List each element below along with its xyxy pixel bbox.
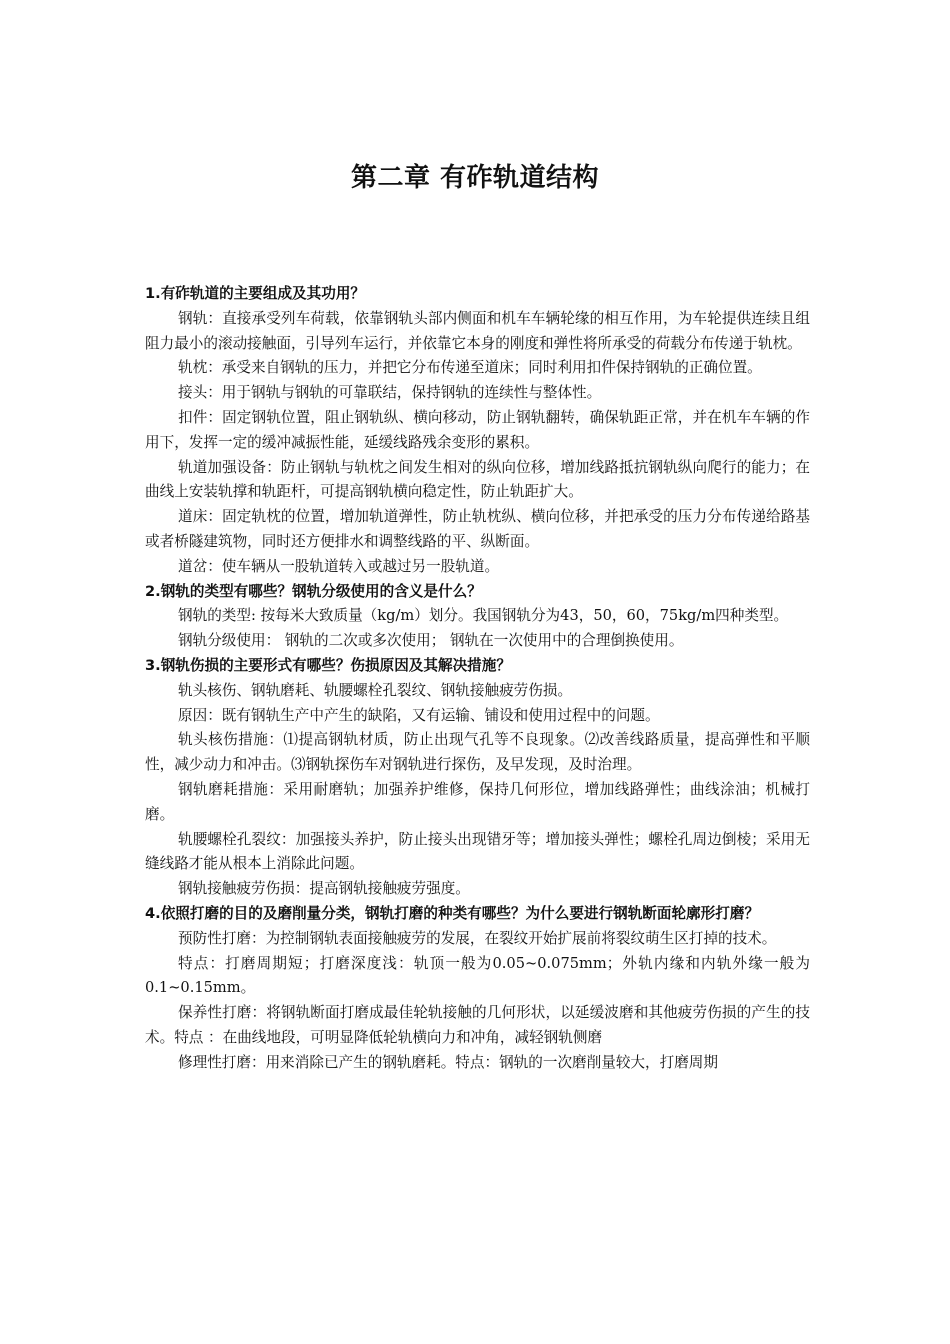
paragraph: 预防性打磨：为控制钢轨表面接触疲劳的发展，在裂纹开始扩展前将裂纹萌生区打掉的技术。 bbox=[178, 929, 777, 947]
question-heading: 4.依照打磨的目的及磨削量分类，钢轨打磨的种类有哪些？为什么要进行钢轨断面轮廓形打磨？ bbox=[145, 904, 760, 922]
paragraph: 钢轨接触疲劳伤损：提高钢轨接触疲劳强度。 bbox=[178, 880, 470, 898]
paragraph: 钢轨磨耗措施：采用耐磨轨；加强养护维修，保持几何形位，增加线路弹性；曲线涂油；机械打磨。 bbox=[145, 780, 810, 823]
paragraph: 道岔：使车辆从一股轨道转入或越过另一股轨道。 bbox=[178, 557, 500, 575]
paragraph: 轨头核伤措施：⑴提高钢轨材质，防止出现气孔等不良现象。⑵改善线路质量，提高弹性和平顺性，减少动力和冲击。⑶钢轨探伤车对钢轨进行探伤，及早发现，及时治理。 bbox=[145, 731, 810, 774]
paragraph: 轨头核伤、钢轨磨耗、轨腰螺栓孔裂纹、钢轨接触疲劳伤损。 bbox=[178, 681, 573, 699]
paragraph: 修理性打磨：用来消除已产生的钢轨磨耗。特点：钢轨的一次磨削量较大，打磨周期 bbox=[178, 1053, 718, 1071]
question-heading: 2.钢轨的类型有哪些？钢轨分级使用的含义是什么？ bbox=[145, 582, 482, 600]
paragraph: 原因：既有钢轨生产中产生的缺陷，又有运输、铺设和使用过程中的问题。 bbox=[178, 706, 660, 724]
paragraph: 轨腰螺栓孔裂纹：加强接头养护，防止接头出现错牙等；增加接头弹性；螺栓孔周边倒棱；采用无缝线路才能从根本上消除此问题。 bbox=[145, 830, 810, 873]
paragraph: 钢轨：直接承受列车荷载，依靠钢轨头部内侧面和机车车辆轮缘的相互作用，为车轮提供连续且组阻力最小的滚动接触面，引导列车运行，并依靠它本身的刚度和弹性将所承受的荷载分布传递于轨枕。 bbox=[145, 309, 810, 352]
paragraph: 特点：打磨周期短；打磨深度浅：轨顶一般为0.05~0.075mm；外轨内缘和内轨外缘一般为0.1~0.15mm。 bbox=[145, 954, 810, 997]
paragraph: 轨枕：承受来自钢轨的压力，并把它分布传递至道床；同时利用扣件保持钢轨的正确位置。 bbox=[178, 359, 762, 377]
paragraph: 保养性打磨：将钢轨断面打磨成最佳轮轨接触的几何形状，以延缓波磨和其他疲劳伤损的产生的技术。特点 ：在曲线地段，可明显降低轮轨横向力和冲角，减轻钢轨侧磨 bbox=[145, 1004, 810, 1046]
paragraph: 钢轨的类型: 按每米大致质量（kg/m）划分。我国钢轨分为43，50，60，75kg/m四种类型。 bbox=[178, 607, 789, 625]
paragraph: 钢轨分级使用： 钢轨的二次或多次使用； 钢轨在一次使用中的合理倒换使用。 bbox=[178, 632, 684, 650]
paragraph: 轨道加强设备：防止钢轨与轨枕之间发生相对的纵向位移，增加线路抵抗钢轨纵向爬行的能力；在曲线上安装轨撑和轨距杆，可提高钢轨横向稳定性，防止轨距扩大。 bbox=[145, 458, 810, 501]
paragraph: 道床：固定轨枕的位置，增加轨道弹性，防止轨枕纵、横向位移，并把承受的压力分布传递给路基或者桥隧建筑物，同时还方便排水和调整线路的平、纵断面。 bbox=[145, 508, 810, 550]
question-heading: 3.钢轨伤损的主要形式有哪些？伤损原因及其解决措施？ bbox=[145, 656, 511, 674]
question-heading: 1.有砟轨道的主要组成及其功用？ bbox=[145, 285, 366, 302]
chapter-title: 第二章 有砟轨道结构 bbox=[350, 163, 600, 193]
paragraph: 接头：用于钢轨与钢轨的可靠联结，保持钢轨的连续性与整体性。 bbox=[178, 384, 602, 402]
paragraph: 扣件：固定钢轨位置，阻止钢轨纵、横向移动，防止钢轨翻转，确保轨距正常，并在机车车辆的作用下，发挥一定的缓冲减振性能，延缓线路残余变形的累积。 bbox=[145, 408, 810, 451]
document-body bbox=[145, 282, 810, 1076]
